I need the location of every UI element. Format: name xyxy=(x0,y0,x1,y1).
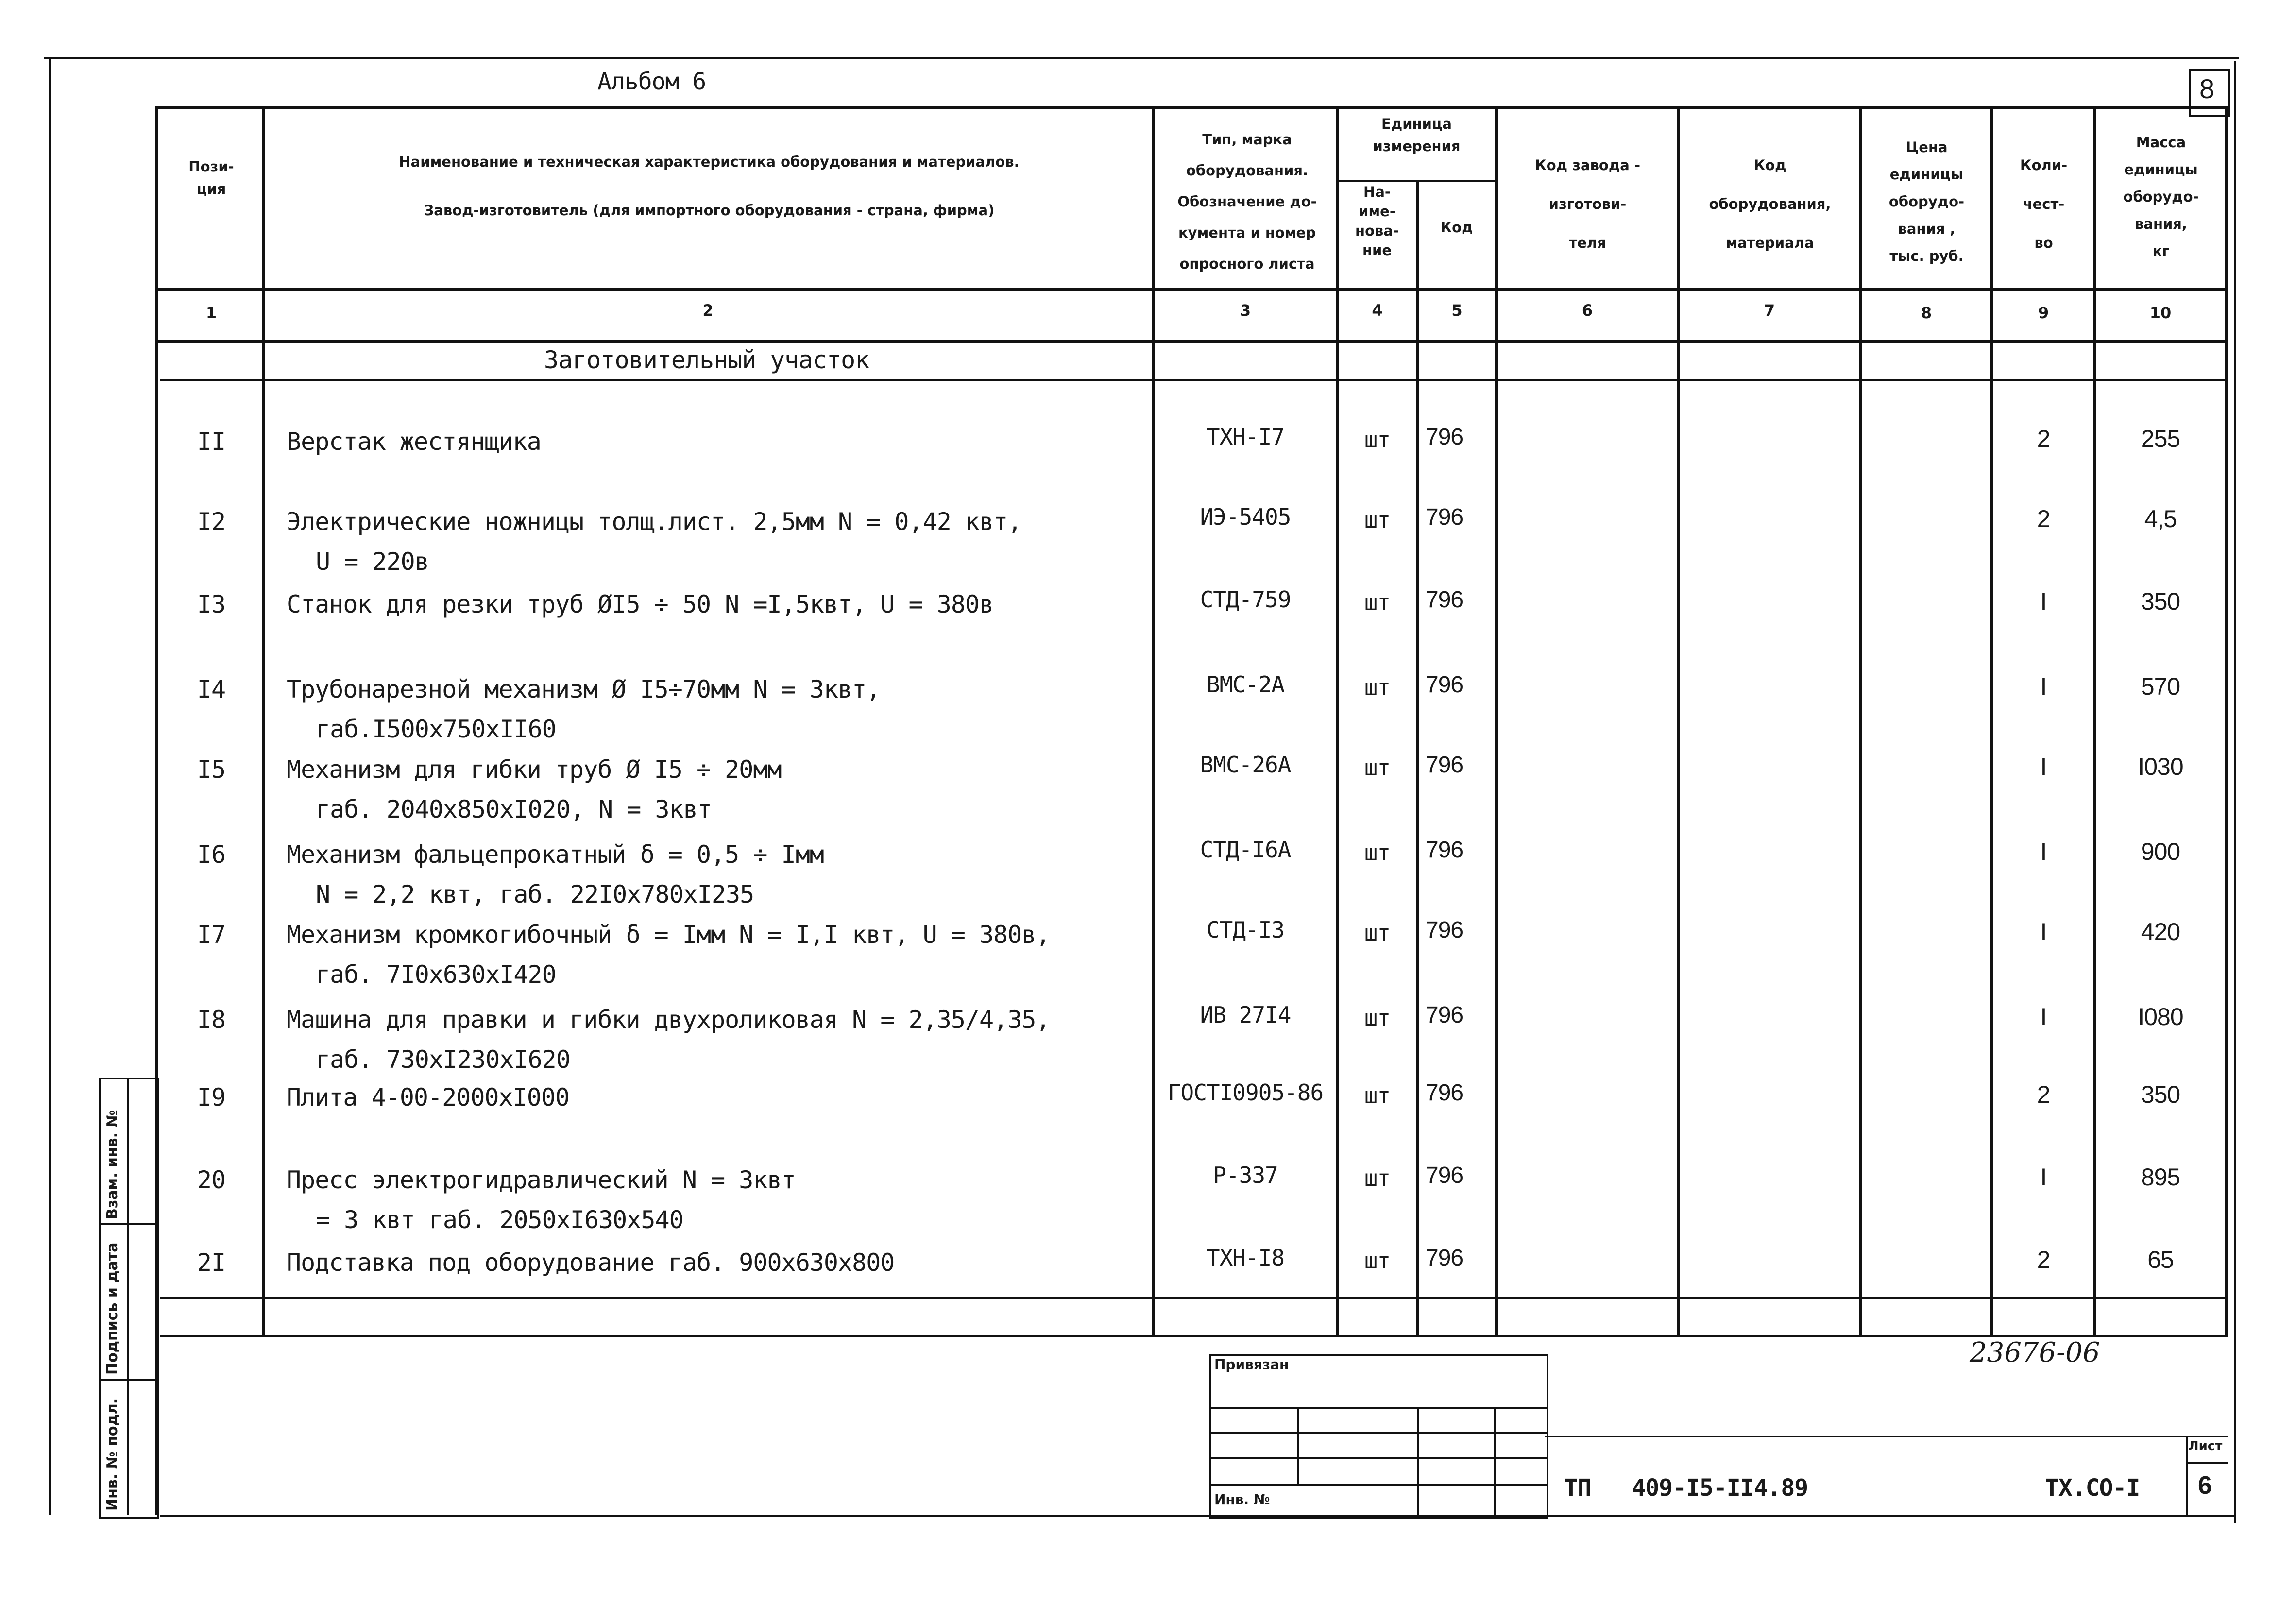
row-unit: шт xyxy=(1364,920,1391,946)
row-type: ВМС-26А xyxy=(1200,752,1291,778)
hdr-unit: Единица измерения xyxy=(1373,116,1461,154)
row-name-cont: = 3 квт габ. 2050xI630x540 xyxy=(316,1206,683,1234)
row-unit-code: 796 xyxy=(1426,504,1463,530)
row-qty: 2 xyxy=(2037,425,2050,452)
row-name: Верстак жестянщика xyxy=(287,428,541,456)
row-unit-code: 796 xyxy=(1426,917,1463,943)
row-name: Плита 4-00-2000xI000 xyxy=(287,1083,570,1112)
row-name: Механизм фальцепрокатный δ = 0,5 ÷ Iмм xyxy=(287,840,824,869)
row-type: СТД-I6А xyxy=(1200,837,1291,863)
row-mass: 900 xyxy=(2141,838,2180,865)
row-type: ВМС-2А xyxy=(1206,671,1285,698)
row-name: Механизм кромкогибочный δ = Iмм N = I,I квт, U = 380в, xyxy=(287,921,1050,949)
row-type: ТХН-I8 xyxy=(1206,1245,1285,1271)
row-qty: I xyxy=(2040,753,2047,780)
hdr-mass: Масса единицы оборудо- вания, кг xyxy=(2123,134,2199,259)
row-type: ГОСТI0905-86 xyxy=(1167,1079,1324,1106)
row-mass: 420 xyxy=(2141,918,2180,945)
row-qty: 2 xyxy=(2037,1081,2050,1108)
row-unit: шт xyxy=(1364,507,1391,533)
row-unit-code: 796 xyxy=(1426,752,1463,778)
side-label-replace: Взам. инв. № xyxy=(104,1110,121,1219)
row-unit-code: 796 xyxy=(1426,1002,1463,1028)
row-position: I6 xyxy=(197,840,226,869)
row-name-cont: габ. 730xI230xI620 xyxy=(316,1045,570,1074)
page-number: 8 xyxy=(2199,73,2215,104)
row-name: Механизм для гибки труб Ø I5 ÷ 20мм xyxy=(287,755,782,784)
row-type: СТД-759 xyxy=(1200,586,1291,613)
row-unit: шт xyxy=(1364,1248,1391,1274)
row-mass: 350 xyxy=(2141,1081,2180,1108)
hdr-type: Тип, марка оборудования. Обозначение до- кумента и номер опросного листа xyxy=(1177,131,1317,272)
row-qty: I xyxy=(2040,588,2047,615)
row-unit: шт xyxy=(1364,1082,1391,1109)
col-num-2: 2 xyxy=(702,301,714,320)
row-name: Подставка под оборудование габ. 900x630x800 xyxy=(287,1249,895,1277)
row-name: Пресс электрогидравлический N = 3квт xyxy=(287,1166,796,1194)
row-unit: шт xyxy=(1364,754,1391,781)
hdr-pos: Пози- ция xyxy=(188,158,234,197)
stamp-sheet-label: Лист xyxy=(2188,1439,2223,1454)
row-unit-code: 796 xyxy=(1426,424,1463,450)
hdr-name-1: Наименование и техническая характеристика оборудования и материалов. xyxy=(399,154,1020,170)
row-type: ИВ 27I4 xyxy=(1200,1002,1291,1028)
row-type: ИЭ-5405 xyxy=(1200,504,1291,530)
row-name-cont: габ. 2040x850xI020, N = 3квт xyxy=(316,795,712,823)
row-name: Станок для резки труб ØI5 ÷ 50 N =I,5квт, U = 380в xyxy=(287,590,994,618)
col-num-7: 7 xyxy=(1764,301,1775,320)
row-unit: шт xyxy=(1364,674,1391,701)
side-label-sign: Подпись и дата xyxy=(104,1242,121,1375)
row-mass: I080 xyxy=(2138,1003,2183,1030)
row-type: Р-337 xyxy=(1213,1162,1278,1188)
row-unit: шт xyxy=(1364,839,1391,866)
row-qty: I xyxy=(2040,1003,2047,1030)
row-unit-code: 796 xyxy=(1426,837,1463,863)
stamp-inv-label: Инв. № xyxy=(1214,1491,1270,1507)
hdr-unit-name: На- име- нова- ние xyxy=(1355,184,1399,258)
col-num-5: 5 xyxy=(1451,301,1463,320)
row-unit-code: 796 xyxy=(1426,1163,1463,1188)
row-qty: 2 xyxy=(2037,1246,2050,1273)
stamp-doc-code: ТП 409-I5-II4.89 xyxy=(1564,1474,1808,1502)
row-unit: шт xyxy=(1364,1005,1391,1031)
stamp-sheet-number: 6 xyxy=(2198,1471,2212,1500)
row-mass: 570 xyxy=(2141,673,2180,700)
hdr-unit-code: Код xyxy=(1440,219,1473,236)
row-position: II xyxy=(197,428,226,456)
col-num-9: 9 xyxy=(2038,304,2049,322)
row-unit: шт xyxy=(1364,589,1391,616)
row-unit-code: 796 xyxy=(1426,587,1463,613)
row-type: СТД-I3 xyxy=(1206,917,1285,943)
hdr-equip-code: Код оборудования, материала xyxy=(1709,157,1831,251)
section-title: Заготовительный участок xyxy=(544,346,869,374)
row-qty: I xyxy=(2040,918,2047,945)
row-name-cont: N = 2,2 квт, габ. 22I0x780xI235 xyxy=(316,880,754,908)
hdr-qty: Коли- чест- во xyxy=(2020,157,2068,251)
row-name: Электрические ножницы толщ.лист. 2,5мм N = 0,42 квт, xyxy=(287,508,1022,536)
row-qty: I xyxy=(2040,673,2047,700)
row-type: ТХН-I7 xyxy=(1206,424,1285,450)
stamp-attached-label: Привязан xyxy=(1214,1356,1289,1372)
row-mass: 350 xyxy=(2141,588,2180,615)
row-position: I2 xyxy=(197,508,226,536)
row-position: 2I xyxy=(197,1249,226,1277)
row-mass: 895 xyxy=(2141,1163,2180,1191)
row-mass: I030 xyxy=(2138,753,2183,780)
row-position: I4 xyxy=(197,675,226,703)
row-mass: 255 xyxy=(2141,425,2180,452)
row-position: I8 xyxy=(197,1006,226,1034)
row-position: I5 xyxy=(197,755,226,784)
album-label: Альбом 6 xyxy=(597,68,706,95)
row-position: I3 xyxy=(197,590,226,618)
hdr-name-2: Завод-изготовитель (для импортного оборудования - страна, фирма) xyxy=(424,202,995,219)
hdr-plant-code: Код завода - изготови- теля xyxy=(1535,157,1640,251)
row-name: Машина для правки и гибки двухроликовая N = 2,35/4,35, xyxy=(287,1006,1050,1034)
row-unit-code: 796 xyxy=(1426,1080,1463,1106)
row-position: I9 xyxy=(197,1083,226,1112)
row-name-cont: габ.I500x750xII60 xyxy=(316,715,556,743)
col-num-6: 6 xyxy=(1582,301,1593,320)
row-unit: шт xyxy=(1364,1165,1391,1191)
side-label-inv: Инв. № подл. xyxy=(104,1398,121,1511)
row-name-cont: габ. 7I0x630xI420 xyxy=(316,960,556,989)
row-qty: I xyxy=(2040,1163,2047,1191)
col-num-8: 8 xyxy=(1921,304,1932,322)
hdr-price: Цена единицы оборудо- вания , тыс. руб. xyxy=(1888,139,1965,264)
row-name-cont: U = 220в xyxy=(316,547,429,576)
col-num-4: 4 xyxy=(1372,301,1383,320)
row-unit-code: 796 xyxy=(1426,1245,1463,1271)
stamp-handwritten-number: 23676-06 xyxy=(1970,1337,2100,1369)
col-num-1: 1 xyxy=(205,304,217,322)
col-num-10: 10 xyxy=(2149,304,2172,322)
row-name: Трубонарезной механизм Ø I5÷70мм N = 3квт, xyxy=(287,675,881,703)
stamp-sheet-code: ТХ.СО-I xyxy=(2045,1474,2140,1502)
row-mass: 4,5 xyxy=(2144,505,2177,532)
row-position: 20 xyxy=(197,1166,226,1194)
row-unit-code: 796 xyxy=(1426,672,1463,698)
row-position: I7 xyxy=(197,921,226,949)
row-mass: 65 xyxy=(2147,1246,2174,1273)
row-qty: 2 xyxy=(2037,505,2050,532)
col-num-3: 3 xyxy=(1240,301,1251,320)
row-unit: шт xyxy=(1364,427,1391,453)
row-qty: I xyxy=(2040,838,2047,865)
